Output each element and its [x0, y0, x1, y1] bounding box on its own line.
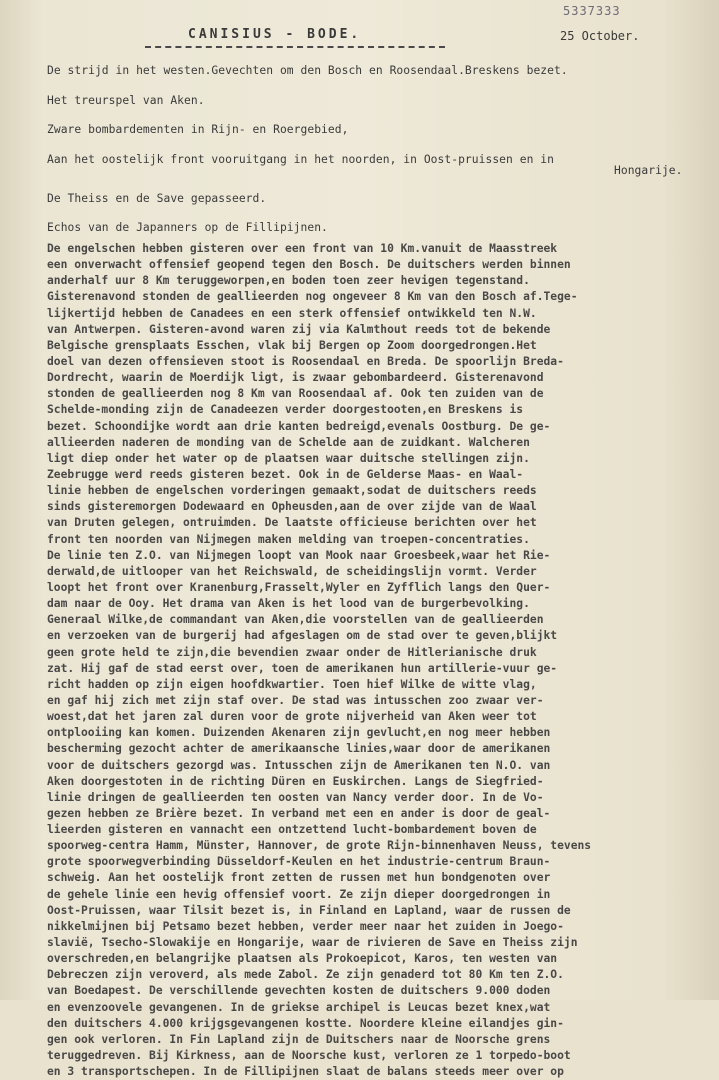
body-line: loopt het front over Kranenburg,Frasselt,Wyler en Zyfflich langs den Quer- [47, 580, 551, 594]
newsletter-title: CANISIUS - BODE. [188, 27, 362, 42]
body-line: Oost-Pruissen, waar Tilsit bezet is, in Finland en Lapland, waar de russen de [47, 903, 571, 917]
body-line: nikkelmijnen bij Petsamo bezet hebben, verder meer naar het zuiden in Joego- [47, 919, 564, 933]
body-line: bezet. Schoondijke wordt aan drie kanten bedreigd,evenals Oostburg. De ge- [47, 419, 551, 433]
body-line: Gisterenavond stonden de geallieerden nog ongeveer 8 Km van den Bosch af.Tege- [47, 290, 578, 304]
body-line: De linie ten Z.O. van Nijmegen loopt van Mook naar Groesbeek,waar het Rie- [47, 548, 551, 562]
body-line: Debreczen zijn veroverd, als mede Zabol. Ze zijn genaderd tot 80 Km ten Z.O. [47, 968, 564, 982]
title-underline [145, 46, 445, 48]
headline-continuation-text: Hongarije. [614, 163, 683, 177]
body-line: stonden de geallieerden nog 8 Km van Roosendaal af. Ook ten zuiden van de [47, 387, 544, 401]
body-line: van Boedapest. De verschillende gevechten kosten de duitschers 9.000 doden [47, 984, 551, 998]
body-line: grote spoorwegverbinding Düsseldorf-Keulen en het industrie-centrum Braun- [47, 855, 551, 869]
body-line: doel van dezen offensieven stoot is Roosendaal en Breda. De spoorlijn Breda- [47, 354, 564, 368]
body-line: Aken doorgestoten in de richting Düren en Euskirchen. Langs de Siegfried- [47, 774, 544, 788]
body-line: van Druten gelegen, ontruimden. De laatste officieuse berichten over het [47, 516, 537, 530]
headline: Het treurspel van Aken. [47, 93, 205, 107]
body-line: Belgische grensplaats Esschen, vlak bij Bergen op Zoom doorgedrongen.Het [47, 338, 537, 352]
body-line: en verzoeken van de burgerij had afgeslagen om de stad over te geven,blijkt [47, 629, 558, 643]
article-body [47, 241, 692, 1080]
body-line: schweig. Aan het oostelijk front zetten de russen met hun bondgenoten over [47, 871, 551, 885]
body-line: bescherming gezocht achter de amerikaansche linies,waar door de amerikanen [47, 742, 551, 756]
newsletter-date: 25 October. [560, 29, 640, 43]
body-line: zat. Hij gaf de stad eerst over, toen de amerikanen hun artillerie-vuur ge- [47, 661, 558, 675]
body-line: slavië, Tsecho-Slowakije en Hongarije, waar de rivieren de Save en Theiss zijn [47, 936, 578, 950]
body-line: Generaal Wilke,de commandant van Aken,die voorstellen van de geallieerden [47, 613, 544, 627]
body-line: Schelde-monding zijn de Canadeezen verder doorgestooten,en Breskens is [47, 403, 524, 417]
body-line: ontplooiing kan komen. Duizenden Akenaren zijn gevlucht,en nog meer hebben [47, 726, 551, 740]
body-line: voor de duitschers gezorgd was. Intusschen zijn de Amerikanen ten N.O. van [47, 758, 551, 772]
body-line: lieerden gisteren en vannacht een ontzettend lucht-bombardement boven de [47, 823, 537, 837]
headline: De Theiss en de Save gepasseerd. [47, 191, 267, 205]
headline: Echos van de Japanners op de Fillipijnen. [47, 221, 328, 234]
body-line: linie hebben de engelschen vorderingen gemaakt,sodat de duitschers reeds [47, 484, 537, 498]
archive-number: 5337333 [563, 4, 621, 18]
headline: Zware bombardementen in Rijn- en Roergebied, [47, 123, 349, 136]
body-line: linie dringen de geallieerden ten oosten van Nancy verder door. In de Vo- [47, 790, 544, 804]
body-line: lijkertijd hebben de Canadees en een sterk offensief ontwikkeld ten N.W. [47, 306, 537, 320]
body-line: een onverwacht offensief geopend tegen den Bosch. De duitschers werden binnen [47, 258, 571, 272]
body-line: derwald,de uitlooper van het Reichswald, de scheidingslijn vormt. Verder [47, 564, 537, 578]
headline-text: Aan het oostelijk front vooruitgang in het noorden, in Oost-pruissen en in [47, 152, 554, 166]
body-line: dam naar de Ooy. Het drama van Aken is het lood van de burgerbevolking. [47, 597, 530, 611]
body-line: Dordrecht, waarin de Moerdijk ligt, is zwaar gebombardeerd. Gisterenavond [47, 371, 544, 385]
body-line: den duitschers 4.000 krijgsgevangenen kostte. Noordere kleine eilandjes gin- [47, 1016, 564, 1030]
headline: De strijd in het westen.Gevechten om den Bosch en Roosendaal.Breskens bezet. [47, 64, 568, 77]
body-line: allieerden naderen de monding van de Schelde aan de zuidkant. Walcheren [47, 435, 530, 449]
body-line: anderhalf uur 8 Km teruggeworpen,en boden toen zeer hevigen tegenstand. [47, 274, 530, 288]
body-line: woest,dat het jaren zal duren voor de grote nijverheid van Aken weer tot [47, 710, 537, 724]
body-line: spoorweg-centra Hamm, Münster, Hannover, de grote Rijn-binnenhaven Neuss, tevens [47, 839, 592, 853]
body-line: overschreden,en belangrijke plaatsen als Prokoepicot, Karos, ten westen van [47, 952, 558, 966]
body-line: front ten noorden van Nijmegen maken melding van troepen-concentraties. [47, 532, 530, 546]
body-line: teruggedreven. Bij Kirkness, aan de Noorsche kust, verloren ze 1 torpedo-boot [47, 1049, 571, 1063]
headlines-list [47, 64, 687, 251]
body-line: en evenzoovele gevangenen. In de griekse archipel is Leucas bezet knex,wat [47, 1000, 551, 1014]
body-line: Zeebrugge werd reeds gisteren bezet. Ook in de Gelderse Maas- en Waal- [47, 467, 524, 481]
body-line: en gaf hij zich met zijn staf over. De stad was intusschen zoo zwaar ver- [47, 693, 544, 707]
body-line: de gehele linie een hevig offensief voort. Ze zijn dieper doorgedrongen in [47, 887, 551, 901]
body-line: sinds gisteremorgen Dodewaard en Opheusden,aan de over zijde van de Waal [47, 500, 537, 514]
body-line: en 3 transportschepen. In de Fillipijnen slaat de balans steeds meer over op [47, 1065, 564, 1079]
body-line: gen ook verloren. In Fin Lapland zijn de Duitschers naar de Noorsche grens [47, 1032, 551, 1046]
body-line: geen grote held te zijn,die bevendien zwaar onder de Hitlerianische druk [47, 645, 537, 659]
body-line: van Antwerpen. Gisteren-avond waren zij via Kalmthout reeds tot de bekende [47, 322, 551, 336]
body-line: De engelschen hebben gisteren over een front van 10 Km.vanuit de Maasstreek [47, 242, 558, 255]
body-line: richt hadden op zijn eigen hoofdkwartier. Toen hief Wilke de witte vlag, [47, 677, 537, 691]
body-line: ligt diep onder het water op de plaatsen waar duitsche stellingen zijn. [47, 451, 530, 465]
body-line: gezen hebben ze Brière bezet. In verband met een en ander is door de geal- [47, 806, 551, 820]
